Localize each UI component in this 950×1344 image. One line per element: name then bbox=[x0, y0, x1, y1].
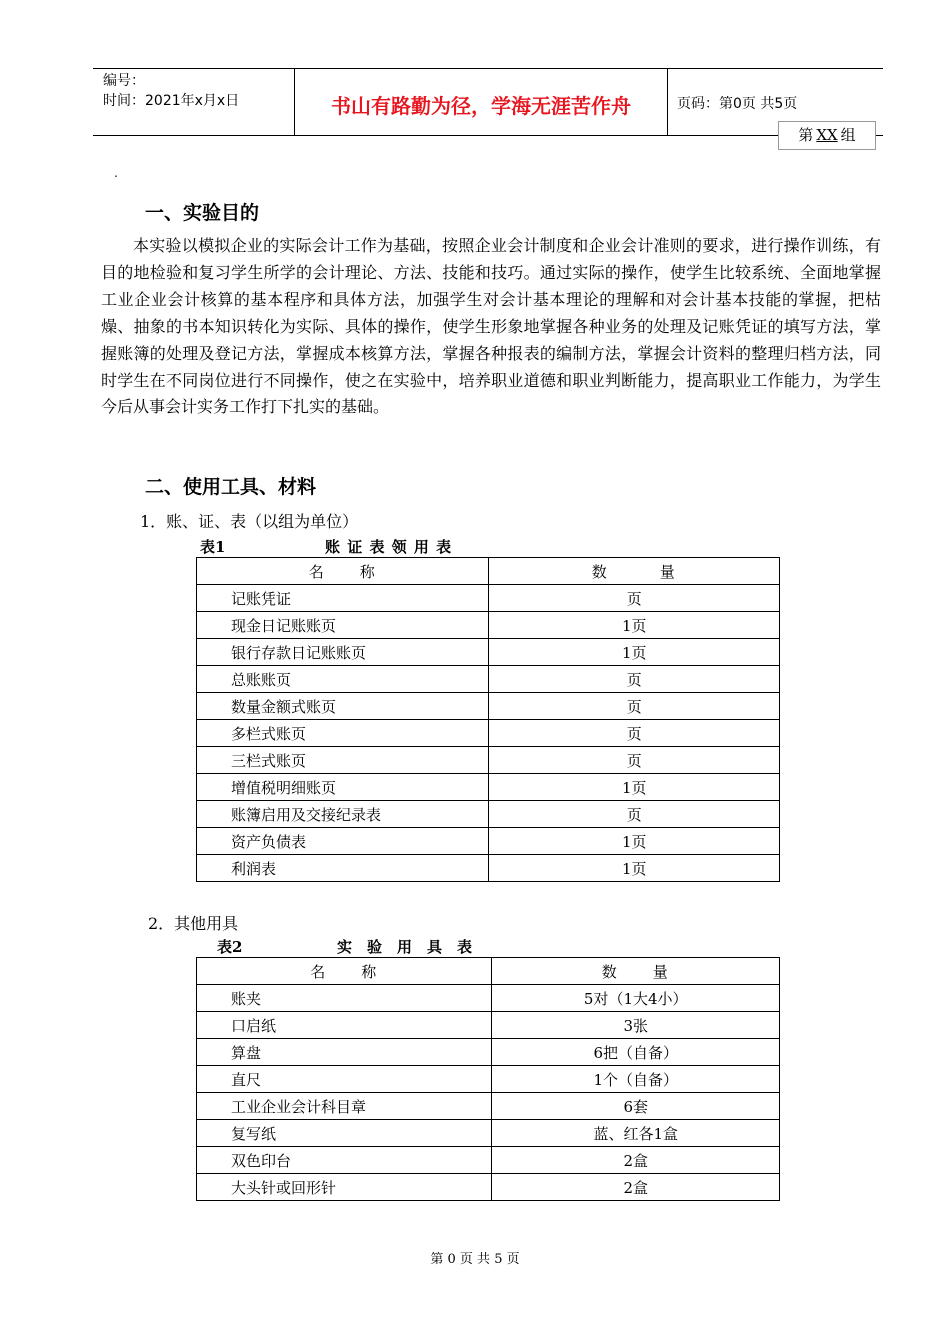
table-1-row bbox=[197, 666, 780, 693]
header-top-rule bbox=[93, 68, 883, 69]
item-quantity-cell: 页 bbox=[489, 747, 780, 774]
item-quantity-cell: 2盒 bbox=[492, 1174, 780, 1201]
header-code: 编号： bbox=[103, 73, 145, 89]
item-name-cell: 记账凭证 bbox=[197, 585, 489, 612]
table-2-label: 表2 bbox=[217, 938, 243, 956]
table-2-row bbox=[197, 985, 780, 1012]
item-name-cell: 账簿启用及交接纪录表 bbox=[197, 801, 489, 828]
table-2 bbox=[196, 957, 780, 1201]
item-quantity-cell: 页 bbox=[489, 585, 780, 612]
table-2-row bbox=[197, 1174, 780, 1201]
subsection-1-title: 1．账、证、表（以组为单位） bbox=[140, 512, 359, 531]
group-number-box bbox=[778, 121, 876, 150]
table-2-row bbox=[197, 1147, 780, 1174]
table-2-row bbox=[197, 1039, 780, 1066]
item-name-cell: 算盘 bbox=[197, 1039, 492, 1066]
item-name-cell: 利润表 bbox=[197, 855, 489, 882]
header-quantity-cell: 数 量 bbox=[489, 558, 780, 585]
item-name-cell: 工业企业会计科目章 bbox=[197, 1093, 492, 1120]
item-name-cell: 现金日记账账页 bbox=[197, 612, 489, 639]
table-1-header-row bbox=[197, 558, 780, 585]
item-quantity-cell: 页 bbox=[489, 666, 780, 693]
item-quantity-cell: 2盒 bbox=[492, 1147, 780, 1174]
table-2-title: 实 验 用 具 表 bbox=[337, 938, 473, 956]
header-time: 时间：2021年x月x日 bbox=[103, 93, 240, 109]
item-quantity-cell: 5对（1大4小） bbox=[492, 985, 780, 1012]
header-name-cell: 名 称 bbox=[197, 958, 492, 985]
item-name-cell: 口启纸 bbox=[197, 1012, 492, 1039]
table-1-row bbox=[197, 747, 780, 774]
item-quantity-cell: 蓝、红各1盒 bbox=[492, 1120, 780, 1147]
table-1-row bbox=[197, 720, 780, 747]
subsection-2-title: 2．其他用具 bbox=[148, 914, 239, 933]
page-footer: 第 0 页 共 5 页 bbox=[430, 1252, 520, 1267]
item-quantity-cell: 1页 bbox=[489, 855, 780, 882]
table-1-label: 表1 bbox=[200, 538, 226, 556]
item-name-cell: 复写纸 bbox=[197, 1120, 492, 1147]
header-name-cell: 名 称 bbox=[197, 558, 489, 585]
item-name-cell: 账夹 bbox=[197, 985, 492, 1012]
table-1-row bbox=[197, 801, 780, 828]
header-page-info: 页码：第0页 共5页 bbox=[677, 96, 798, 112]
table-2-row bbox=[197, 1093, 780, 1120]
stray-dot: . bbox=[114, 166, 118, 180]
table-1-row bbox=[197, 828, 780, 855]
item-quantity-cell: 1个（自备） bbox=[492, 1066, 780, 1093]
header-quantity-cell: 数 量 bbox=[492, 958, 780, 985]
header-divider-left bbox=[294, 68, 295, 136]
item-name-cell: 三栏式账页 bbox=[197, 747, 489, 774]
table-1-row bbox=[197, 639, 780, 666]
item-name-cell: 双色印台 bbox=[197, 1147, 492, 1174]
item-quantity-cell: 3张 bbox=[492, 1012, 780, 1039]
header-motto: 书山有路勤为径，学海无涯苦作舟 bbox=[331, 94, 631, 118]
table-2-row bbox=[197, 1120, 780, 1147]
table-2-header-row bbox=[197, 958, 780, 985]
item-quantity-cell: 1页 bbox=[489, 639, 780, 666]
section-2-title: 二、使用工具、材料 bbox=[145, 476, 317, 498]
group-value: XX bbox=[816, 126, 838, 144]
table-2-row bbox=[197, 1012, 780, 1039]
group-suffix: 组 bbox=[840, 126, 856, 144]
item-name-cell: 银行存款日记账账页 bbox=[197, 639, 489, 666]
table-1 bbox=[196, 557, 780, 882]
item-name-cell: 增值税明细账页 bbox=[197, 774, 489, 801]
section-1-title: 一、实验目的 bbox=[145, 202, 260, 224]
item-quantity-cell: 页 bbox=[489, 801, 780, 828]
item-name-cell: 总账账页 bbox=[197, 666, 489, 693]
header-divider-right bbox=[667, 68, 668, 136]
table-1-row bbox=[197, 693, 780, 720]
item-name-cell: 大头针或回形针 bbox=[197, 1174, 492, 1201]
group-prefix: 第 bbox=[798, 126, 814, 144]
item-quantity-cell: 1页 bbox=[489, 612, 780, 639]
section-1-paragraph: 本实验以模拟企业的实际会计工作为基础，按照企业会计制度和企业会计准则的要求，进行操作训练，有目的地检验和复习学生所学的会计理论、方法、技能和技巧。通过实际的操作，使学生比较系统、全面地掌握工业企业会计核算的基本程序和具体方法，加强学生对会计基本理论的理解和对会计基本技能的掌握，把枯燥、抽象的书本知识转化为实际、具体的操作，使学生形象地掌握各种业务的处理及记账凭证的填写方法，掌握账簿的处理及登记方法，掌握成本核算方法，掌握各种报表的编制方法，掌握会计资料的整理归档方法，同时学生在不同岗位进行不同操作，使之在实验中，培养职业道德和职业判断能力，提高职业工作能力，为学生今后从事会计实务工作打下扎实的基础。 bbox=[101, 236, 881, 417]
item-name-cell: 数量金额式账页 bbox=[197, 693, 489, 720]
item-name-cell: 资产负债表 bbox=[197, 828, 489, 855]
item-quantity-cell: 6套 bbox=[492, 1093, 780, 1120]
table-1-row bbox=[197, 855, 780, 882]
item-quantity-cell: 页 bbox=[489, 693, 780, 720]
item-name-cell: 直尺 bbox=[197, 1066, 492, 1093]
table-1-row bbox=[197, 774, 780, 801]
table-1-row bbox=[197, 585, 780, 612]
table-1-row bbox=[197, 612, 780, 639]
item-name-cell: 多栏式账页 bbox=[197, 720, 489, 747]
item-quantity-cell: 页 bbox=[489, 720, 780, 747]
table-2-row bbox=[197, 1066, 780, 1093]
header-meta bbox=[103, 71, 239, 111]
table-1-title: 账 证 表 领 用 表 bbox=[325, 538, 453, 556]
item-quantity-cell: 1页 bbox=[489, 774, 780, 801]
item-quantity-cell: 6把（自备） bbox=[492, 1039, 780, 1066]
header-bottom-rule bbox=[93, 135, 883, 136]
item-quantity-cell: 1页 bbox=[489, 828, 780, 855]
